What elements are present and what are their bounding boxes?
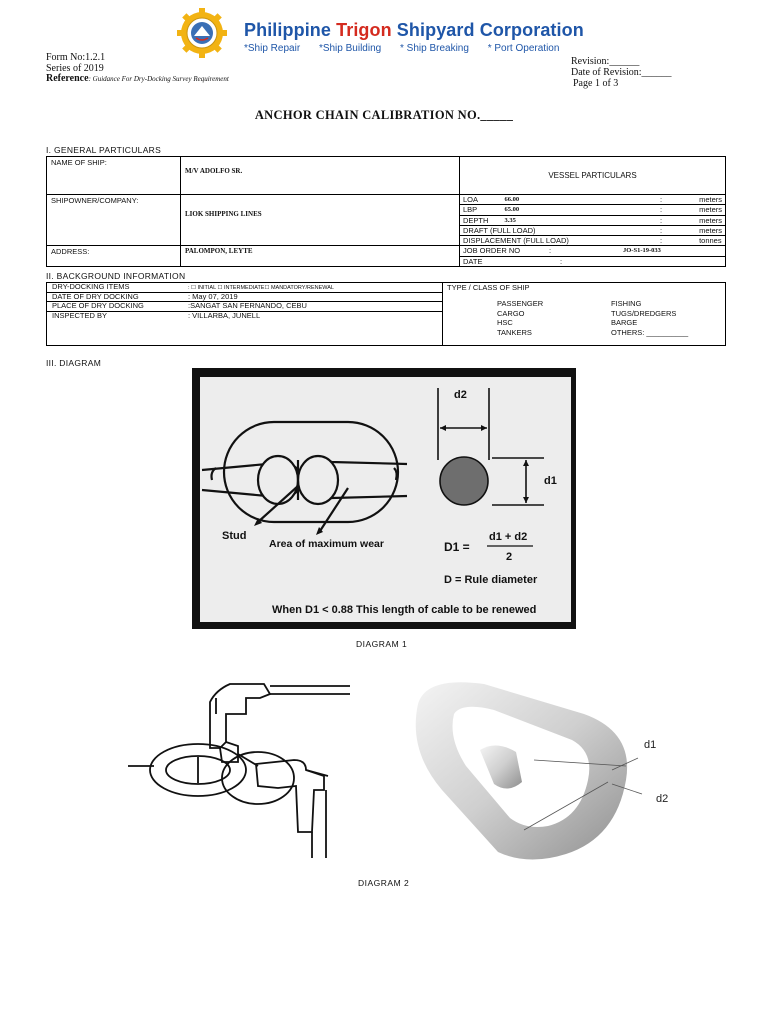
d2-label: d2 (454, 389, 467, 401)
document-title: ANCHOR CHAIN CALIBRATION NO._____ (254, 108, 514, 122)
draft-colon: : (659, 225, 663, 235)
d2-3d-label: d2 (656, 793, 669, 805)
d1-label: d1 (544, 475, 557, 487)
service-ship-building: *Ship Building (318, 43, 382, 54)
services-line (244, 43, 575, 54)
max-wear-label: Area of maximum wear (269, 538, 384, 550)
drydock-place-row: PLACE OF DRY DOCKING :SANGAT SAN FERNANDO, CEBU (47, 302, 442, 311)
formula-lhs: D1 = (444, 540, 470, 554)
background-heading: II. BACKGROUND INFORMATION (46, 271, 186, 281)
form-number: Form No:1.2.1 (46, 52, 106, 63)
vessel-particulars-heading: VESSEL PARTICULARS (460, 157, 726, 195)
revision: Revision:______ (571, 56, 640, 67)
depth-label: DEPTH (463, 215, 489, 225)
lbp-label: LBP (463, 205, 478, 215)
lbp-colon: : (659, 205, 663, 215)
type-fishing: FISHING (611, 299, 642, 308)
form-series: Series of 2019 (46, 62, 104, 74)
diagram-heading: III. DIAGRAM (46, 358, 102, 368)
drydock-items-row: DRY-DOCKING ITEMS : ☐ INITIAL ☐ INTERMEDIATE☐ MANDATORY/RENEWAL (47, 283, 442, 293)
form-reference: Reference: Guidance For Dry-Docking Survey Requirement (46, 73, 229, 84)
diagram-2-3d-link (398, 670, 694, 870)
type-tugs: TUGS/DREDGERS (611, 308, 677, 318)
loa-colon: : (659, 195, 663, 204)
general-particulars-table (46, 156, 726, 267)
type-tankers: TANKERS (497, 328, 532, 338)
type-passenger: PASSENGER (497, 299, 544, 308)
d1-3d-label: d1 (644, 739, 657, 751)
ship-type-heading: TYPE / CLASS OF SHIP (447, 283, 530, 292)
renewal-note: When D1 < 0.88 This length of cable to be renewed (272, 604, 537, 616)
diagram-1-image (192, 368, 576, 629)
type-barge: BARGE (611, 318, 638, 328)
depth-unit: meters (699, 215, 722, 225)
service-port-operation: * Port Operation (487, 43, 560, 54)
date-colon: : (560, 256, 563, 266)
date-of-revision: Date of Revision:______ (571, 67, 672, 78)
type-hsc: HSC (497, 318, 513, 328)
ship-type-options (447, 292, 721, 338)
depth-value: 3.35 (504, 216, 516, 224)
page-number: Page 1 of 3 (573, 78, 619, 89)
lbp-value: 65.00 (504, 206, 520, 214)
company-name: Philippine Trigon Shipyard Corporation (244, 20, 584, 40)
background-table (46, 282, 726, 346)
lbp-unit: meters (699, 205, 722, 215)
type-others: OTHERS: __________ (611, 328, 689, 338)
service-ship-breaking: * Ship Breaking (399, 43, 469, 54)
revision-meta (571, 56, 672, 89)
address-label: ADDRESS: (47, 246, 181, 267)
formula-denominator: 2 (506, 551, 513, 563)
job-order-colon: : (549, 246, 552, 256)
depth-colon: : (659, 215, 663, 225)
address-value: PALOMPON, LEYTE (181, 246, 460, 267)
displacement-colon: : (659, 236, 663, 246)
ship-name-value: M/V ADOLFO SR. (181, 157, 460, 195)
job-order-value: JO-S1-19-033 (623, 247, 661, 255)
service-ship-repair: *Ship Repair (244, 43, 301, 54)
diagram-2-caliper-sketch (128, 662, 368, 862)
draft-label: DRAFT (FULL LOAD) (463, 225, 536, 235)
ship-name-label: NAME OF SHIP: (47, 157, 181, 195)
date-label: DATE (463, 256, 483, 266)
general-heading: I. GENERAL PARTICULARS (46, 145, 162, 155)
date-value (620, 256, 725, 266)
formula-numerator: d1 + d2 (489, 531, 528, 543)
owner-label: SHIPOWNER/COMPANY: (47, 195, 181, 246)
drydock-date-row: DATE OF DRY DOCKING : May 07, 2019 (47, 293, 442, 302)
form-meta (46, 53, 229, 85)
type-cargo: CARGO (497, 308, 525, 318)
displacement-label: DISPLACEMENT (FULL LOAD) (463, 236, 569, 246)
draft-unit: meters (699, 225, 722, 235)
loa-value: 66.00 (504, 196, 520, 203)
job-order-list (460, 246, 725, 266)
diagram-2-caption: DIAGRAM 2 (358, 878, 410, 888)
vessel-particulars-list (460, 195, 725, 245)
loa-unit: meters (699, 195, 722, 204)
owner-value: LIOK SHIPPING LINES (181, 195, 460, 246)
inspected-by-row: INSPECTED BY : VILLARBA, JUNELL (52, 310, 261, 320)
job-order-label: JOB ORDER NO (463, 246, 521, 256)
stud-label: Stud (222, 530, 247, 542)
diagram-1-caption: DIAGRAM 1 (356, 639, 408, 649)
displacement-unit: tonnes (699, 236, 722, 246)
rule-diameter-label: D = Rule diameter (444, 574, 538, 586)
loa-label: LOA (463, 195, 479, 204)
company-logo (177, 8, 227, 58)
